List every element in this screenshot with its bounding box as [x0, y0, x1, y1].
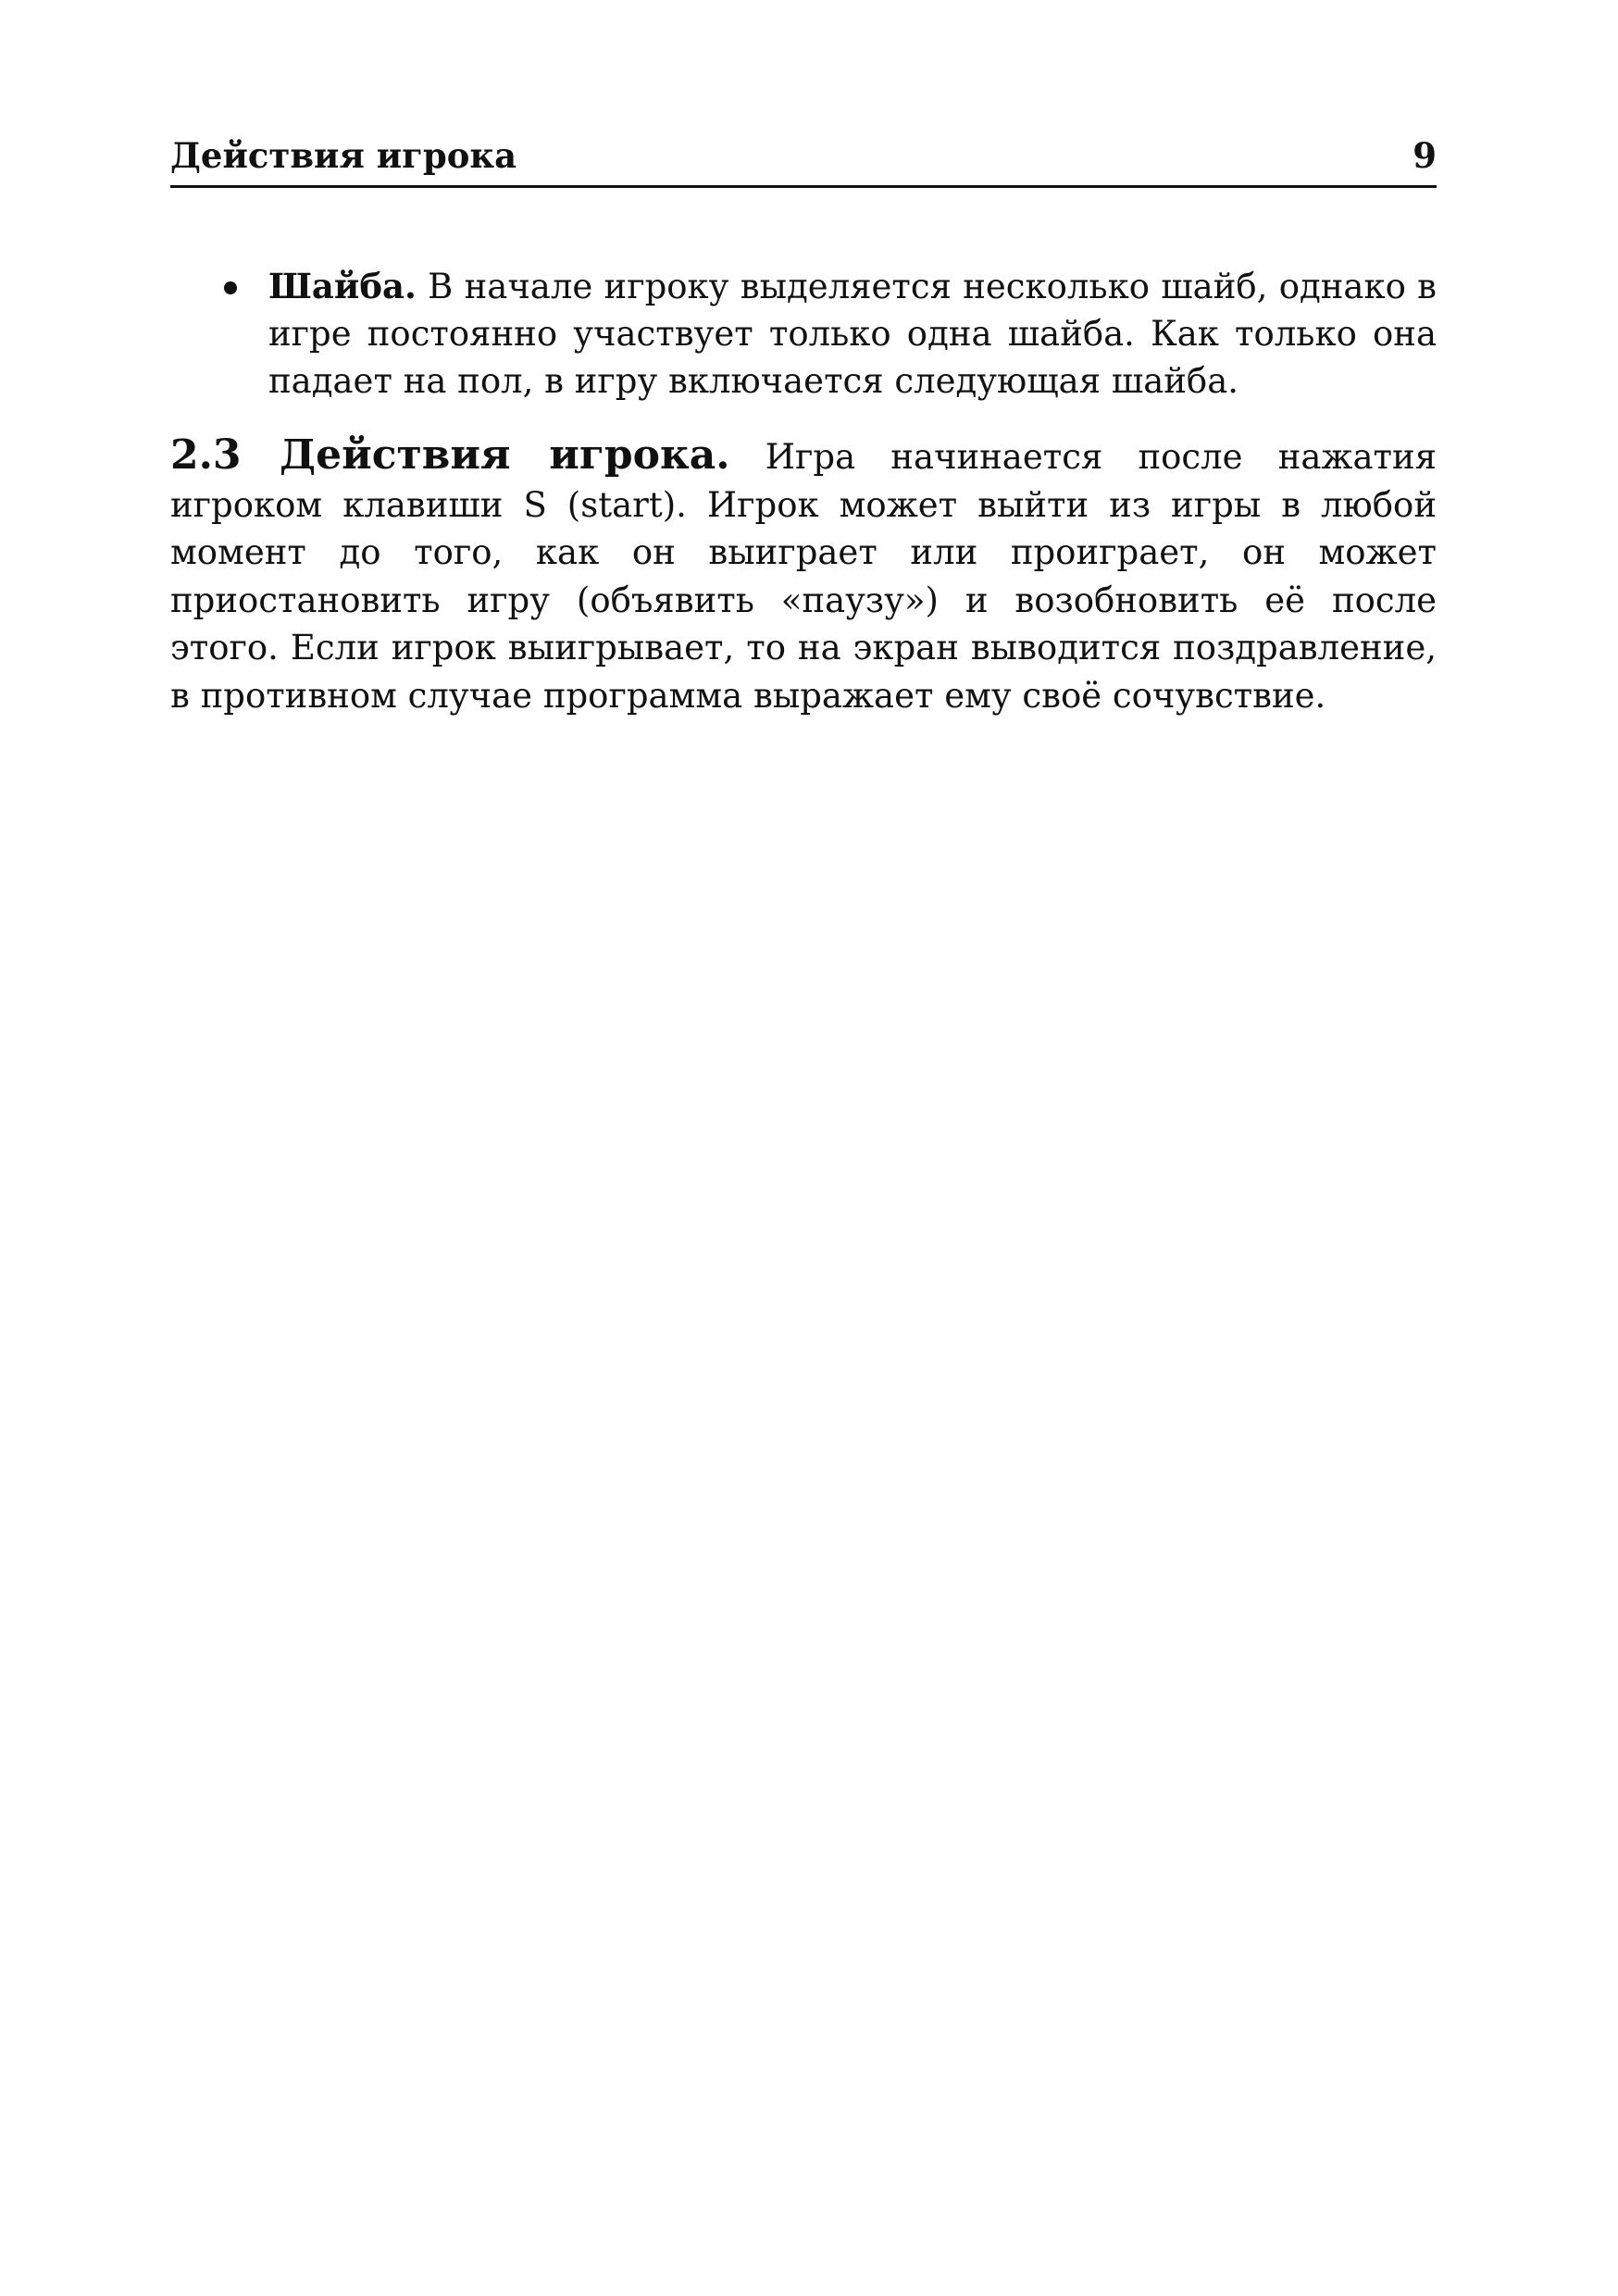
bullet-text: В начале игроку выделяется несколько шайб, однако в игре постоянно участвует только одна шайба. Как только она падает на пол, в игру включается следующая шайба.: [268, 267, 1437, 401]
bullet-term: Шайба.: [268, 266, 417, 306]
section-paragraph: [170, 431, 1437, 719]
page-number: 9: [1413, 135, 1437, 176]
section-number: 2.3: [170, 431, 242, 479]
section-title: Действия игрока.: [280, 431, 730, 479]
bullet-item: [268, 263, 1437, 405]
running-title: Действия игрока: [170, 135, 517, 176]
section-text: Игра начинается после нажатия игроком клавиши S (start). Игрок может выйти из игры в любой момент до того, как он выиграет или проиграет, он может приостановить игру (объявить «паузу») и возобновить её после этого. Если игрок выигрывает, то на экран выводится поздравление, в противном случае программа выражает ему своё сочувствие.: [170, 437, 1437, 716]
bullet-icon: [224, 281, 237, 294]
running-header: [170, 135, 1437, 188]
section-heading: [170, 431, 730, 479]
